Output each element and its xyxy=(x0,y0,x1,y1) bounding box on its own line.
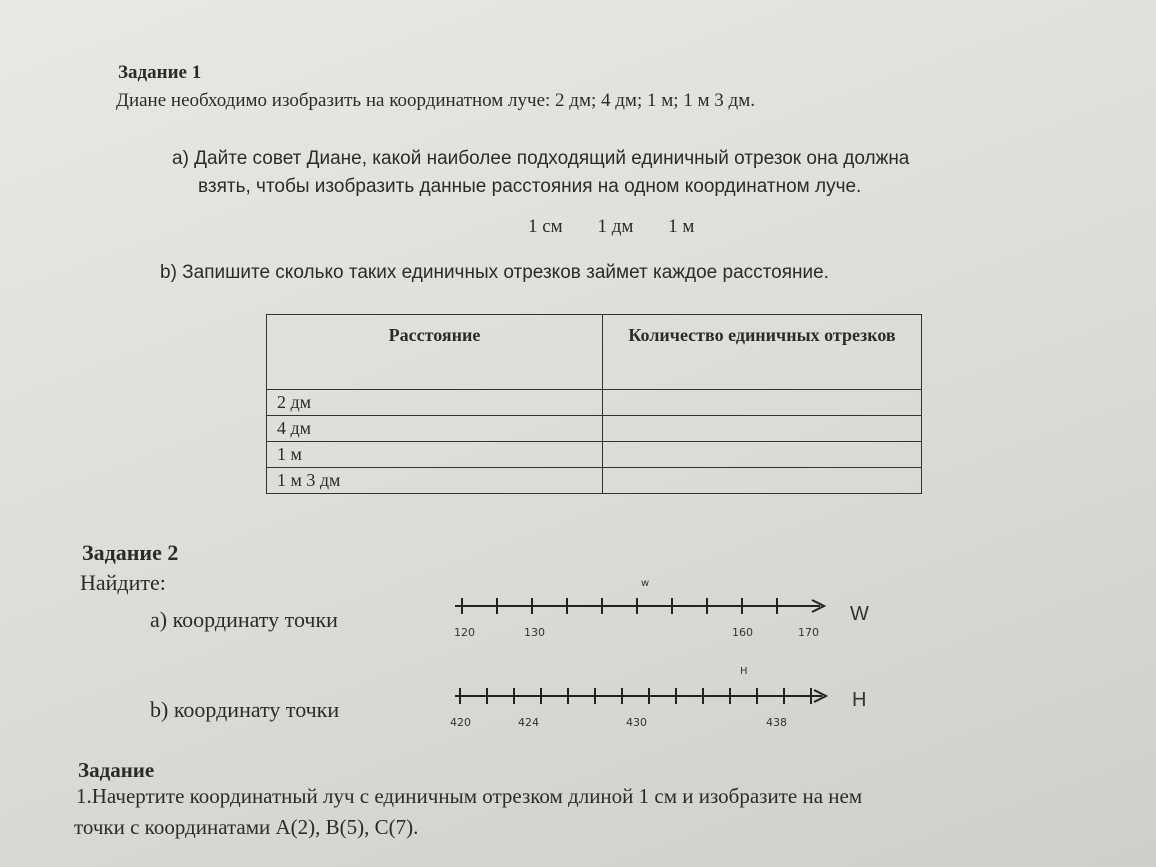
cell-distance: 1 м 3 дм xyxy=(267,468,603,494)
point-h-label: H xyxy=(852,689,867,711)
task2-part-b: b) координату точки xyxy=(150,697,340,722)
header-count: Количество единичных отрезков xyxy=(603,315,922,390)
table-row xyxy=(267,442,922,468)
option-m: 1 м xyxy=(668,216,695,237)
tick-label: 424 xyxy=(518,716,539,729)
tick-label: 130 xyxy=(524,626,545,639)
task3-line2: точки с координатами A(2), B(5), C(7). xyxy=(74,815,419,839)
tick-label: 430 xyxy=(626,716,647,729)
tick-label: 120 xyxy=(454,626,475,639)
table-header-row xyxy=(267,315,922,390)
task1-part-a-line2: взять, чтобы изобразить данные расстояния на одном координатном луче. xyxy=(198,176,862,197)
task1-title: Задание 1 xyxy=(118,62,202,83)
cell-count[interactable] xyxy=(603,442,922,468)
tick-label: 160 xyxy=(732,626,753,639)
tick-label: 438 xyxy=(766,716,787,729)
table-row xyxy=(267,390,922,416)
tick-label: 170 xyxy=(798,626,819,639)
option-dm: 1 дм xyxy=(597,216,634,237)
cell-distance: 4 дм xyxy=(267,416,603,442)
task3-title: Задание xyxy=(78,758,155,782)
point-h-mark: H xyxy=(740,666,748,677)
task1-text: Диане необходимо изобразить на координатном луче: 2 дм; 4 дм; 1 м; 1 м 3 дм. xyxy=(116,90,755,111)
table-row xyxy=(267,468,922,494)
task2-find: Найдите: xyxy=(80,570,166,595)
cell-count[interactable] xyxy=(603,390,922,416)
task2-title: Задание 2 xyxy=(82,540,179,565)
tick-label: 420 xyxy=(450,716,471,729)
table-row xyxy=(267,416,922,442)
distance-table xyxy=(266,314,922,494)
task3-line1: 1.Начертите координатный луч с единичным отрезком длиной 1 см и изобразите на нем xyxy=(76,784,863,808)
task1-part-a-line1: а) Дайте совет Диане, какой наиболее подходящий единичный отрезок она должна xyxy=(172,148,910,169)
cell-distance: 2 дм xyxy=(267,390,603,416)
cell-distance: 1 м xyxy=(267,442,603,468)
coordinate-ray-h xyxy=(440,660,900,740)
coordinate-ray-w xyxy=(440,570,900,650)
task1-part-b: b) Запишите сколько таких единичных отрезков займет каждое расстояние. xyxy=(160,262,829,283)
cell-count[interactable] xyxy=(603,416,922,442)
header-distance: Расстояние xyxy=(267,315,603,390)
point-w-label: W xyxy=(850,603,869,625)
task2-part-a: а) координату точки xyxy=(150,607,338,632)
cell-count[interactable] xyxy=(603,468,922,494)
unit-options xyxy=(528,216,724,238)
option-cm: 1 см xyxy=(528,216,563,237)
point-w-mark: w xyxy=(641,578,650,589)
